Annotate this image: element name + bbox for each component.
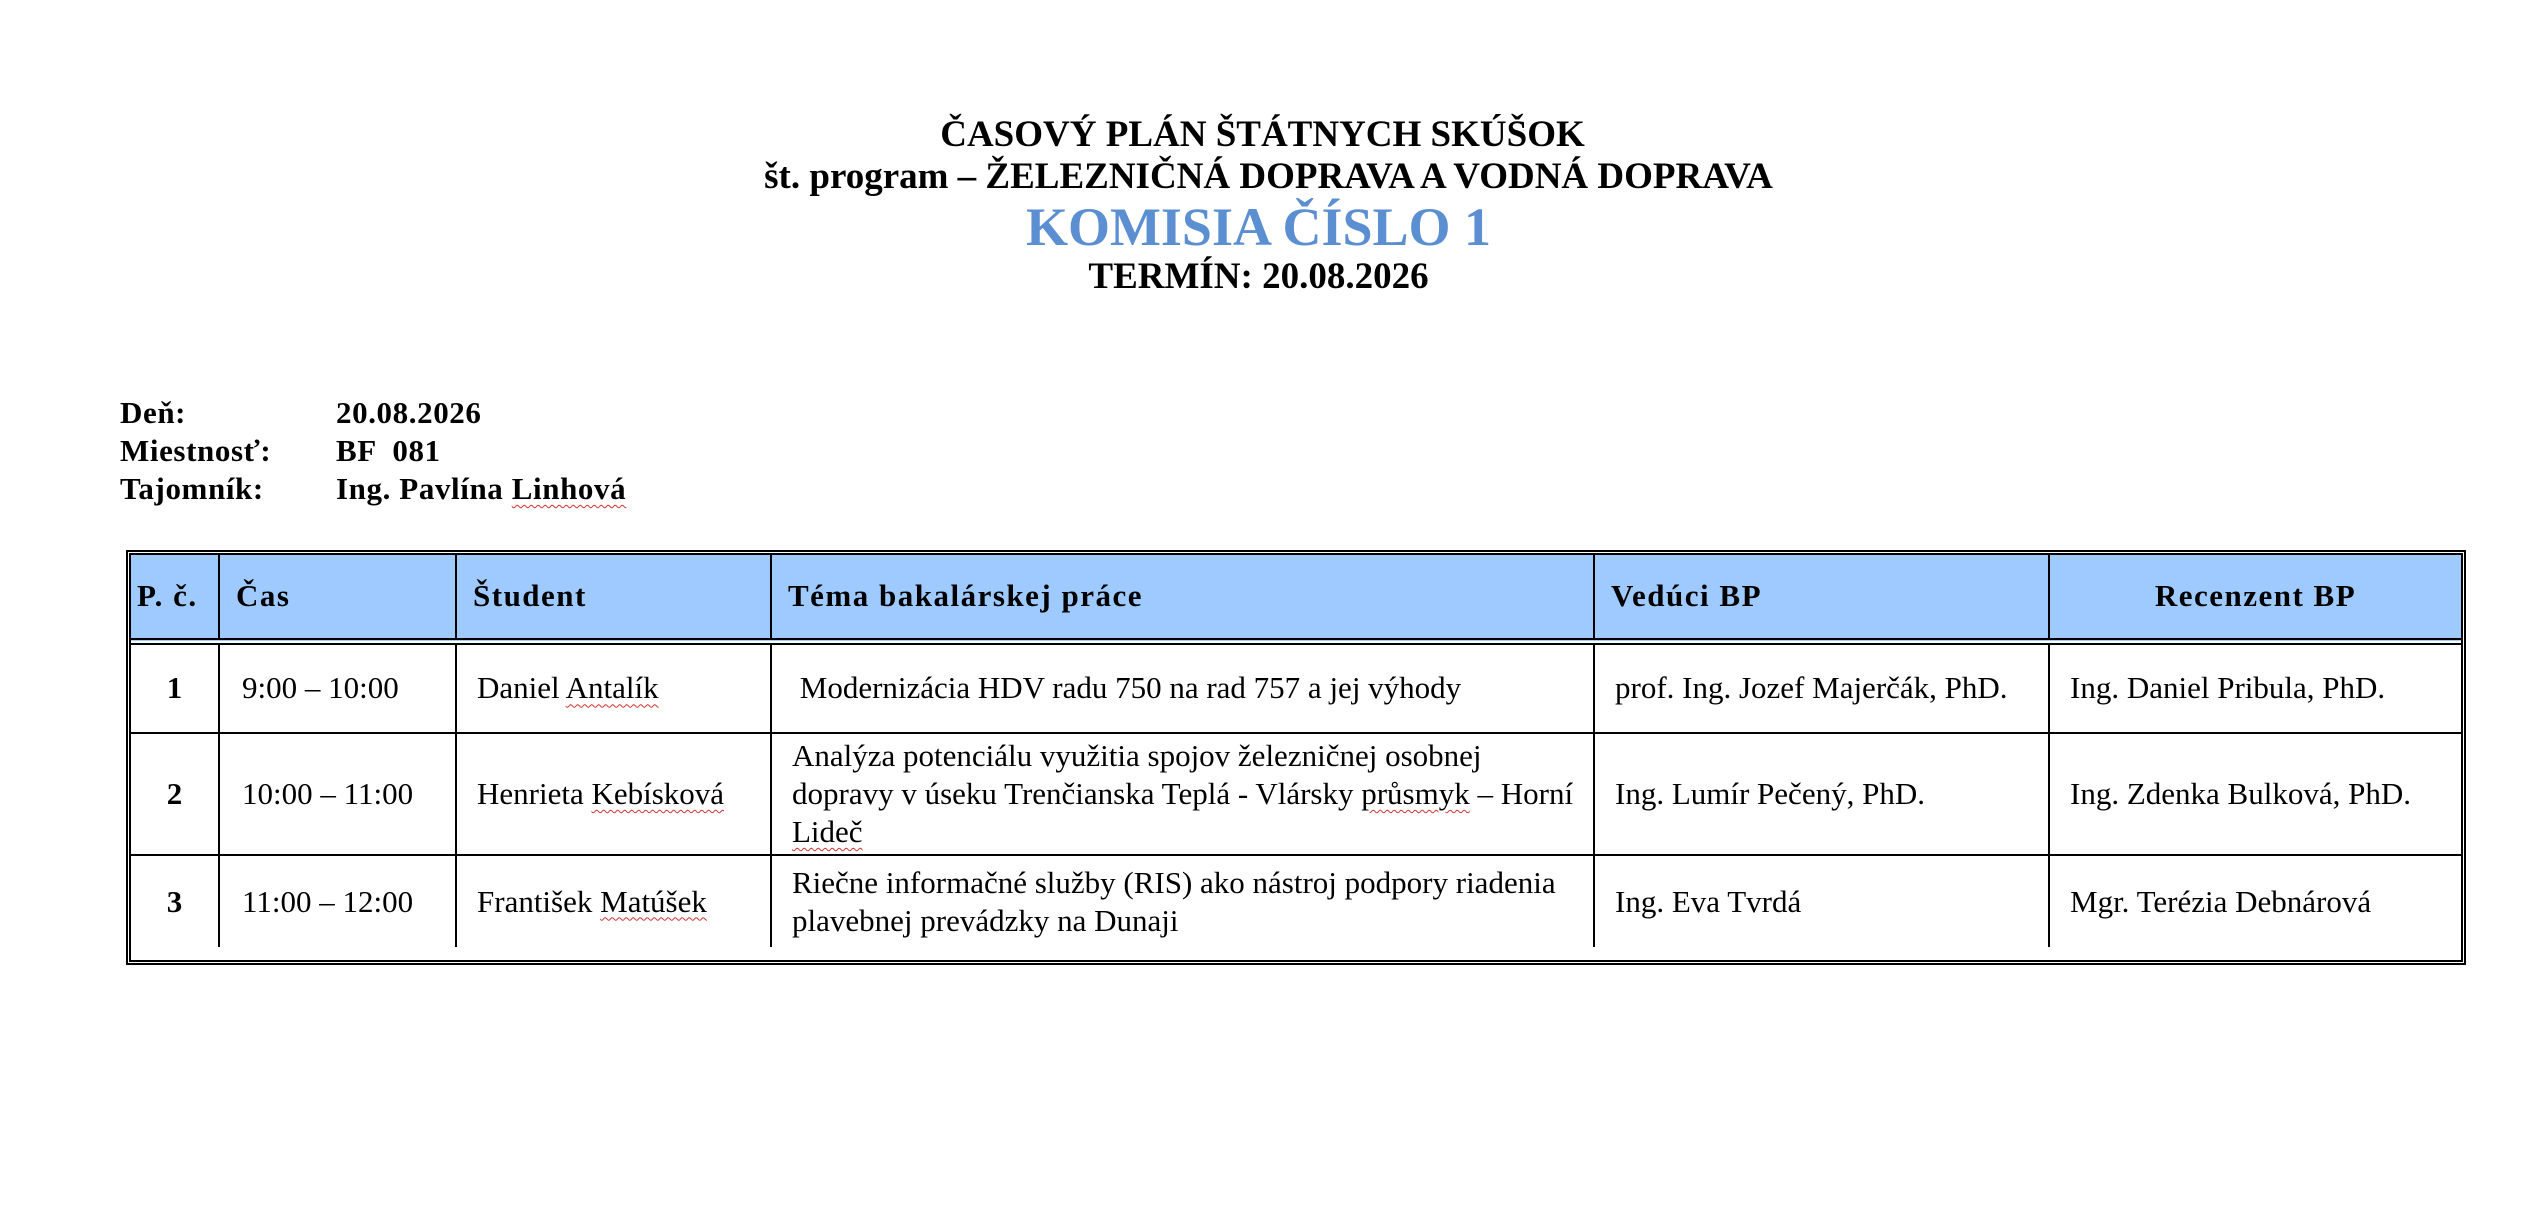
room-label: Miestnosť: xyxy=(120,433,272,468)
student-surname: Antalík xyxy=(565,670,659,706)
row-supervisor: Ing. Eva Tvrdá xyxy=(1594,855,2049,947)
row-time: 10:00 – 11:00 xyxy=(219,733,456,855)
topic-flagged-word: Lideč xyxy=(792,814,863,849)
table-row xyxy=(131,641,2461,733)
schedule-table xyxy=(131,555,2461,947)
row-topic xyxy=(771,733,1594,855)
row-time: 9:00 – 10:00 xyxy=(219,641,456,733)
day-value: 20.08.2026 xyxy=(336,395,482,430)
column-header-topic: Téma bakalárskej práce xyxy=(771,555,1594,641)
student-surname: Matúšek xyxy=(600,883,707,919)
row-number: 2 xyxy=(131,733,219,855)
row-topic: Modernizácia HDV radu 750 na rad 757 a jej výhody xyxy=(771,641,1594,733)
row-topic: Riečne informačné služby (RIS) ako nástroj podpory riadenia plavebnej prevádzky na Dunaji xyxy=(771,855,1594,947)
column-header-time: Čas xyxy=(219,555,456,641)
exam-details xyxy=(120,394,626,508)
row-supervisor: Ing. Lumír Pečený, PhD. xyxy=(1594,733,2049,855)
row-student xyxy=(456,733,771,855)
schedule-table-frame xyxy=(126,550,2466,965)
row-reviewer: Ing. Daniel Pribula, PhD. xyxy=(2049,641,2461,733)
secretary-name: Ing. Pavlína xyxy=(336,471,512,506)
row-student xyxy=(456,641,771,733)
topic-flagged-word: průsmyk xyxy=(1361,776,1470,811)
row-student xyxy=(456,855,771,947)
topic-text: Analýza potenciálu využitia spojov železničnej osobnej dopravy v úseku Trenčianska Teplá - Vlársky xyxy=(792,738,1482,811)
day-label: Deň: xyxy=(120,395,187,430)
secretary-surname: Linhová xyxy=(511,471,627,506)
table-header-row xyxy=(131,555,2461,641)
row-number: 3 xyxy=(131,855,219,947)
study-program: št. program – ŽELEZNIČNÁ DOPRAVA A VODNÁ DOPRAVA xyxy=(764,156,1773,197)
table-row xyxy=(131,855,2461,947)
document-title: ČASOVÝ PLÁN ŠTÁTNYCH SKÚŠOK xyxy=(940,114,1585,155)
row-reviewer: Mgr. Terézia Debnárová xyxy=(2049,855,2461,947)
student-first-name: Henrieta xyxy=(477,776,592,811)
column-header-supervisor: Vedúci BP xyxy=(1594,555,2049,641)
document-header xyxy=(0,114,2537,298)
row-number: 1 xyxy=(131,641,219,733)
table-row xyxy=(131,733,2461,855)
secretary-row xyxy=(120,470,626,508)
row-supervisor: prof. Ing. Jozef Majerčák, PhD. xyxy=(1594,641,2049,733)
room-value: BF 081 xyxy=(336,433,441,468)
column-header-student: Študent xyxy=(456,555,771,641)
secretary-label: Tajomník: xyxy=(120,471,264,506)
student-first-name: Daniel xyxy=(477,670,566,706)
row-reviewer: Ing. Zdenka Bulková, PhD. xyxy=(2049,733,2461,855)
column-header-number: P. č. xyxy=(131,555,219,641)
room-row xyxy=(120,432,626,470)
student-surname: Kebísková xyxy=(591,776,725,811)
column-header-reviewer: Recenzent BP xyxy=(2049,555,2461,641)
day-row xyxy=(120,394,626,432)
student-first-name: František xyxy=(477,883,601,919)
row-time: 11:00 – 12:00 xyxy=(219,855,456,947)
exam-term: TERMÍN: 20.08.2026 xyxy=(1088,256,1429,297)
topic-text: – Horní xyxy=(1469,776,1574,811)
commission-number: KOMISIA ČÍSLO 1 xyxy=(1025,197,1492,257)
